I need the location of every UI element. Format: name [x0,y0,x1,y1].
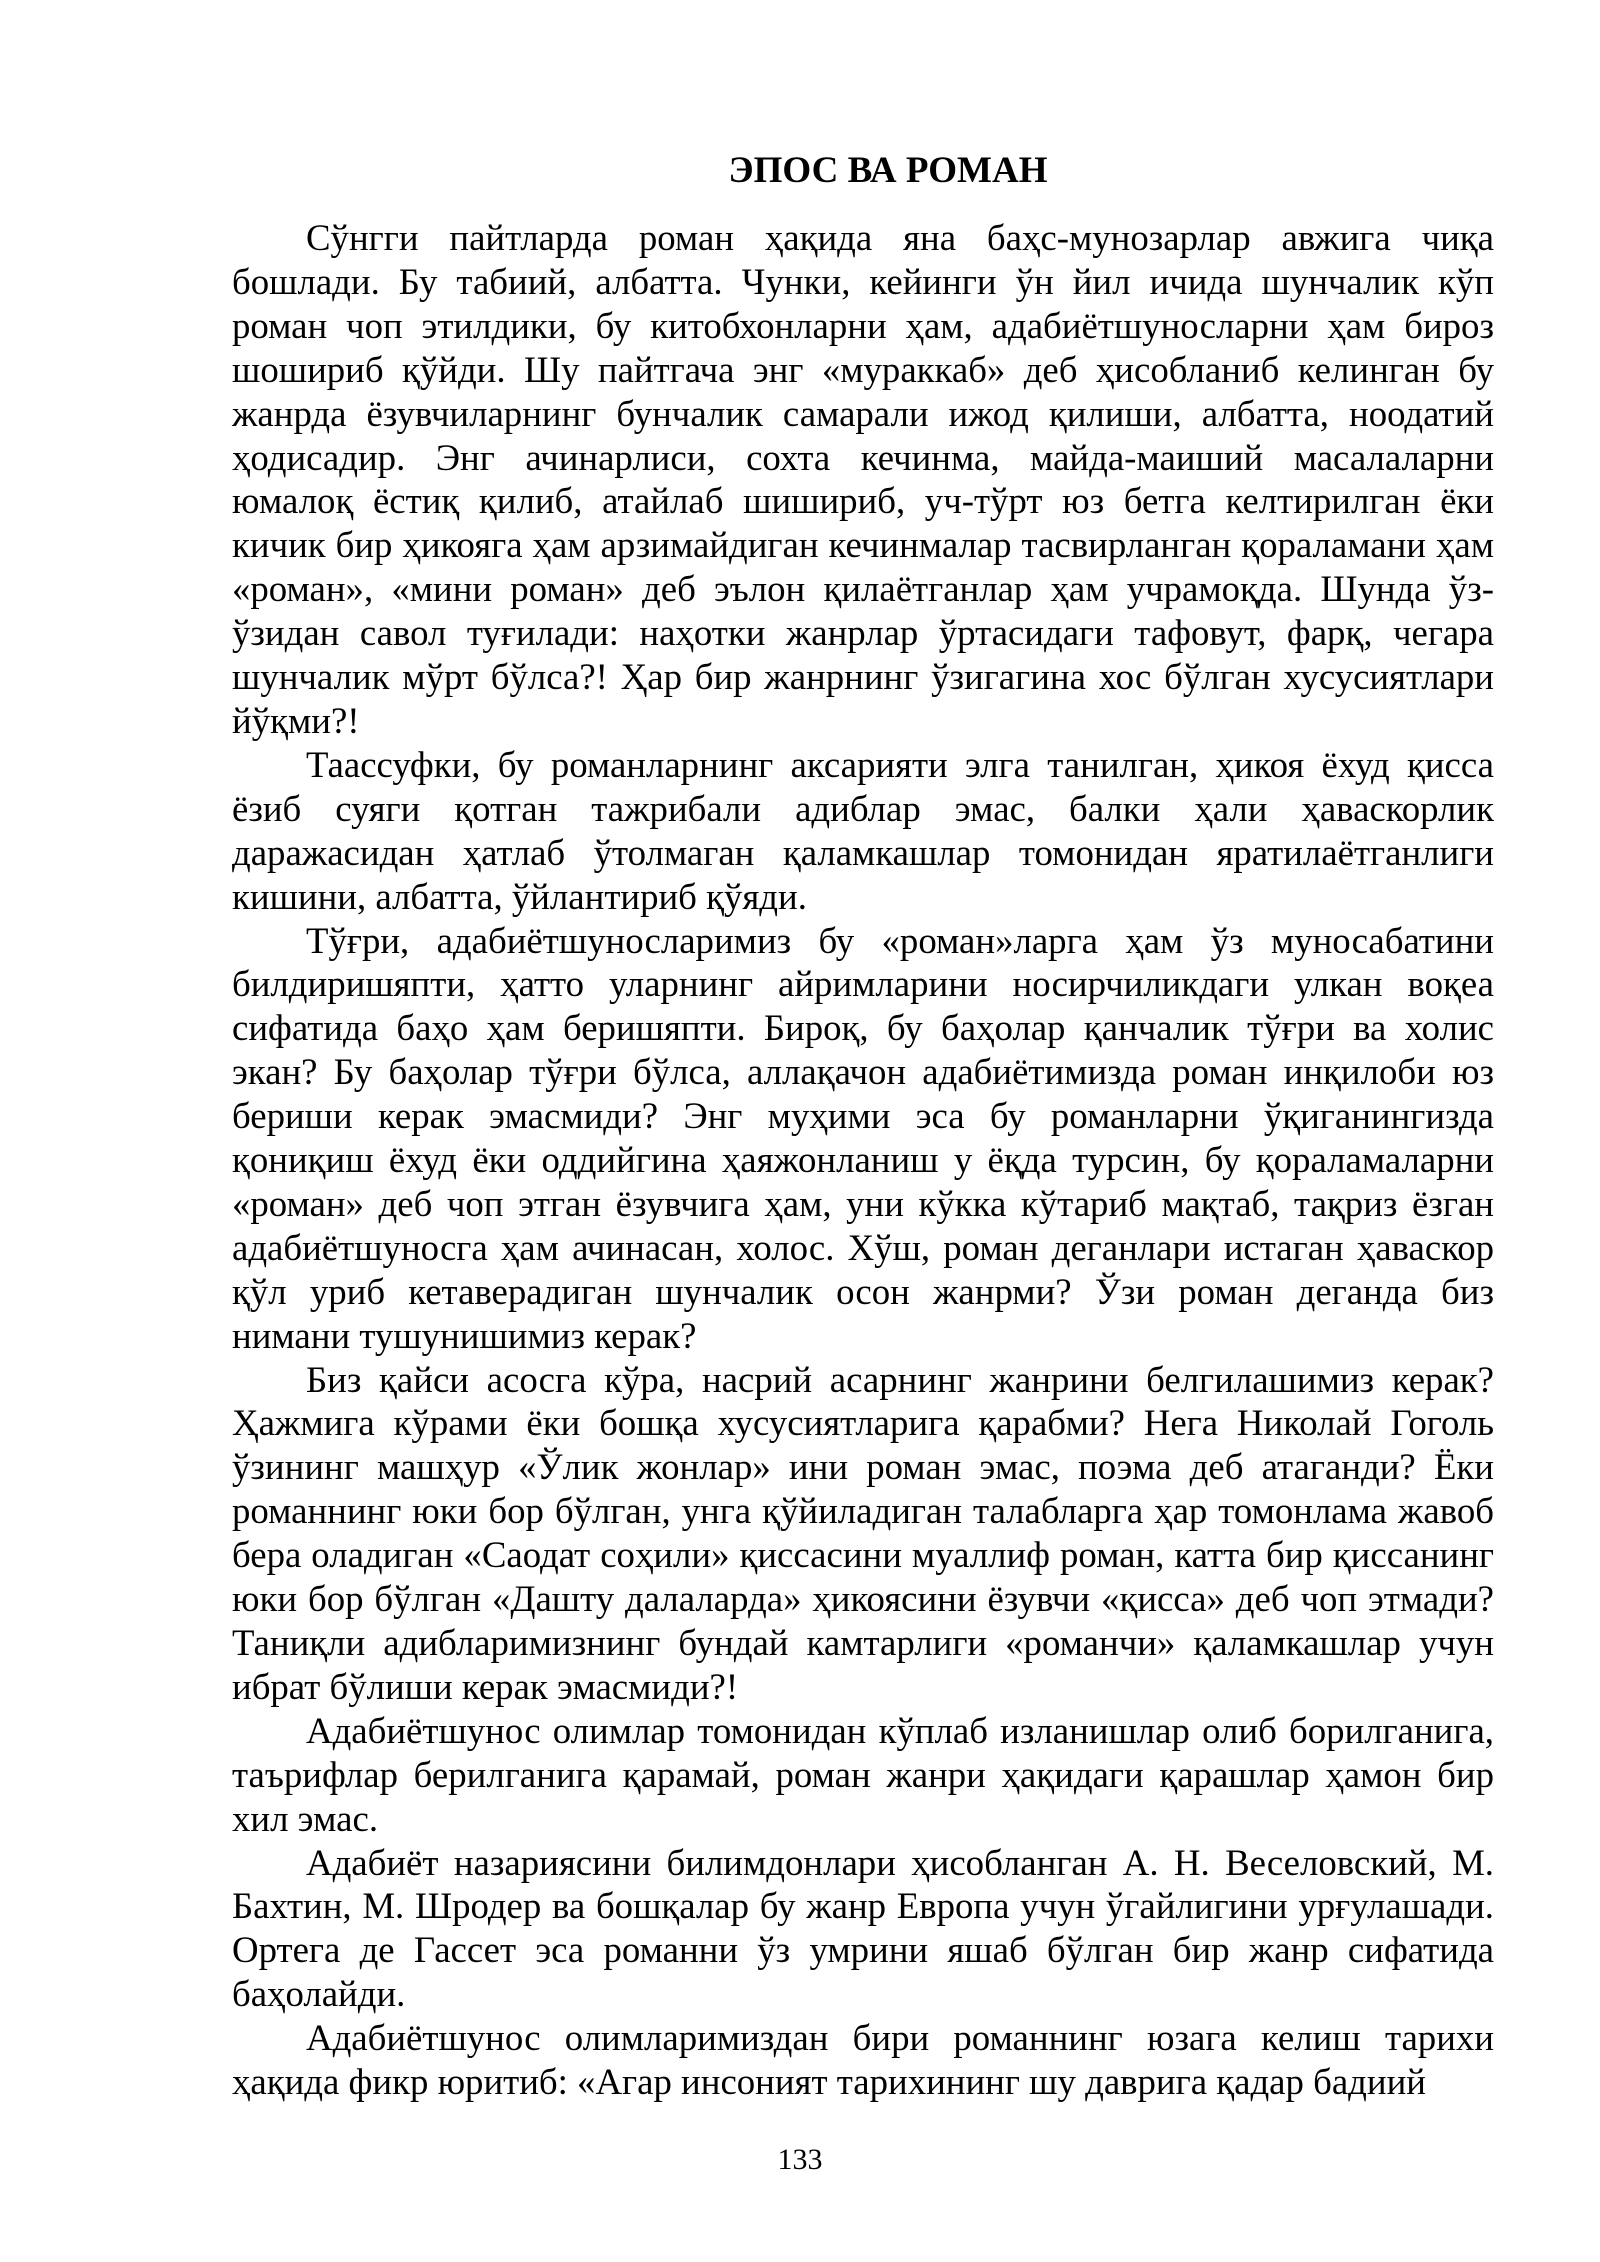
paragraph: Адабиёт назариясини билимдонлари ҳисобланган А. Н. Веселовский, М. Бахтин, М. Шродер ва бошқалар бу жанр Европа учун ўгайлигини урғулашади. Ортега де Гассет эса романни ўз умрини яшаб бўлган бир жанр сифатида баҳолайди. [232,1841,1494,2015]
paragraph: Адабиётшунос олимлар томонидан кўплаб изланишлар олиб борилганига, таърифлар берилганига қарамай, роман жанри ҳақидаги қарашлар ҳамон бир хил эмас. [232,1709,1494,1839]
paragraph: Сўнгги пайтларда роман ҳақида яна баҳс-мунозарлар авжига чиқа бошлади. Бу табиий, албатта. Чунки, кейинги ўн йил ичида шунчалик кўп роман чоп этилдики, бу китобхонларни ҳам, адабиётшуносларни ҳам бироз шошириб қўйди. Шу пайтгача энг «мураккаб» деб ҳисобланиб келинган бу жанрда ёзувчиларнинг бунчалик самарали ижод қилиши, албатта, ноодатий ҳодисадир. Энг ачинарлиси, сохта кечинма, майда-маиший масалаларни юмалоқ ёстиқ қилиб, атайлаб шишириб, уч-тўрт юз бетга келтирилган ёки кичик бир ҳикояга ҳам арзимайдиган кечинмалар тасвирланган қораламани ҳам «роман», «мини роман» деб эълон қилаётганлар ҳам учрамоқда. Шунда ўз-ўзидан савол туғилади: наҳотки жанрлар ўртасидаги тафовут, фарқ, чегара шунчалик мўрт бўлса?! Ҳар бир жанрнинг ўзигагина хос бўлган хусусиятлари йўқми?! [232,217,1494,741]
page-body [232,148,1494,2104]
paragraph: Адабиётшунос олимларимиздан бири романнинг юзага келиш тарихи ҳақида фикр юритиб: «Агар инсоният тарихининг шу даврига қадар бадиий [232,2017,1494,2103]
paragraph: Биз қайси асосга кўра, насрий асарнинг жанрини белгилашимиз керак? Ҳажмига кўрами ёки бошқа хусусиятларига қарабми? Нега Николай Гоголь ўзининг машҳур «Ўлик жонлар» ини роман эмас, поэма деб атаганди? Ёки романнинг юки бор бўлган, унга қўйиладиган талабларга ҳар томонлама жавоб бера оладиган «Саодат соҳили» қиссасини муаллиф роман, катта бир қиссанинг юки бор бўлган «Дашту далаларда» ҳикоясини ёзувчи «қисса» деб чоп этмади? Таниқли адибларимизнинг бундай камтарлиги «романчи» қаламкашлар учун ибрат бўлиши керак эмасмиди?! [232,1358,1494,1707]
page-number: 133 [777,2143,823,2176]
paragraph: Тўғри, адабиётшуносларимиз бу «роман»ларга ҳам ўз муносабатини билдиришяпти, ҳатто уларнинг айримларини носирчиликдаги улкан воқеа сифатида баҳо ҳам беришяпти. Бироқ, бу баҳолар қанчалик тўғри ва холис экан? Бу баҳолар тўғри бўлса, аллақачон адабиётимизда роман инқилоби юз бериши керак эмасмиди? Энг муҳими эса бу романларни ўқиганингизда қониқиш ёхуд ёки оддийгина ҳаяжонланиш у ёқда турсин, бу қораламаларни «роман» деб чоп этган ёзувчига ҳам, уни кўкка кўтариб мақтаб, тақриз ёзган адабиётшуносга ҳам ачинасан, холос. Хўш, роман деганлари истаган ҳаваскор қўл уриб кетаверадиган шунчалик осон жанрми? Ўзи роман деганда биз нимани тушунишимиз керак? [232,919,1494,1356]
chapter-title: ЭПОС ВА РОМАН [728,150,1048,191]
paragraph: Таассуфки, бу романларнинг аксарияти элга танилган, ҳикоя ёхуд қисса ёзиб суяги қотган тажрибали адиблар эмас, балки ҳали ҳаваскорлик даражасидан ҳатлаб ўтолмаган қаламкашлар томонидан яратилаётганлиги кишини, албатта, ўйлантириб қўяди. [232,743,1494,917]
